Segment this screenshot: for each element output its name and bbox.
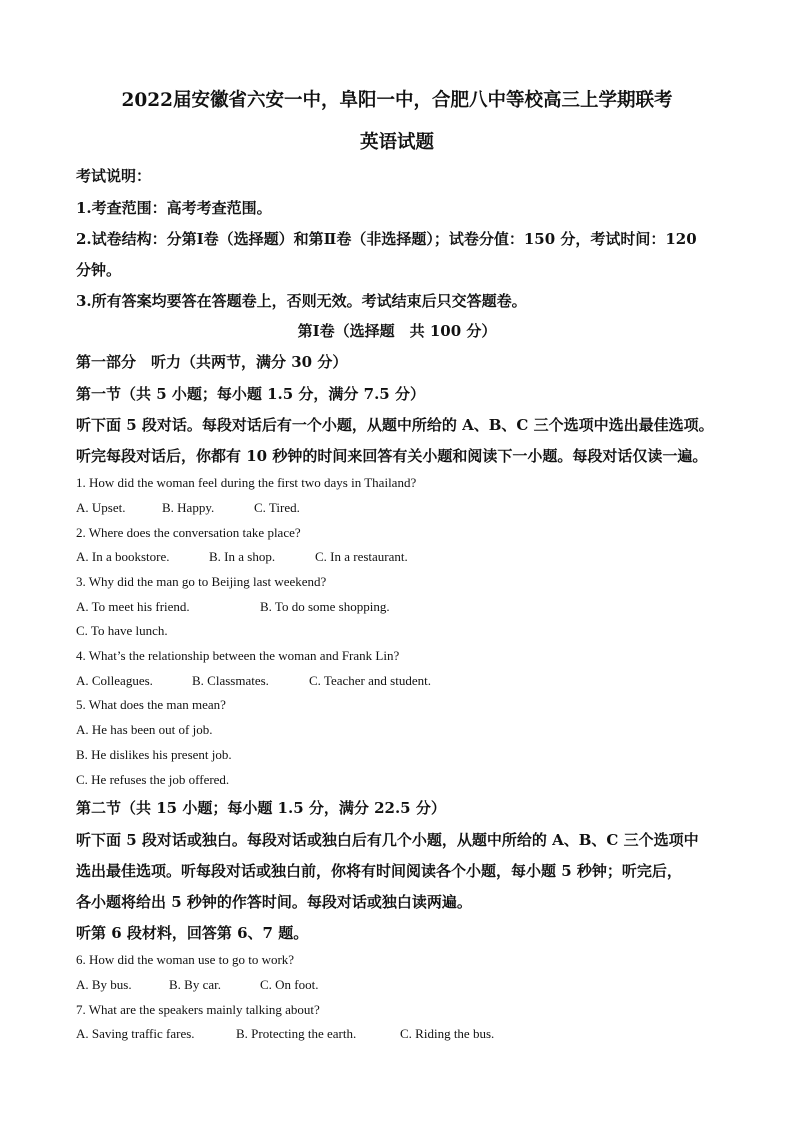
volume-1-heading: 第Ⅰ卷（选择题 共 100 分） — [297, 322, 497, 340]
exam-title: 2022届安徽省六安一中，阜阳一中，合肥八中等校高三上学期联考 — [121, 90, 673, 111]
q5-option-a: A. He has been out of job. — [76, 722, 213, 737]
section-2-directions-cont-2: 各小题将给出 5 秒钟的作答时间。每段对话或独白读两遍。 — [76, 893, 472, 911]
q2-option-a: A. In a bookstore. — [76, 549, 170, 564]
question-4: 4. What’s the relationship between the woman and Frank Lin? — [76, 648, 400, 663]
q4-option-b: B. Classmates. — [192, 673, 269, 688]
exam-subtitle: 英语试题 — [359, 132, 434, 153]
q7-option-c: C. Riding the bus. — [400, 1026, 495, 1041]
q2-option-c: C. In a restaurant. — [315, 549, 408, 564]
q3-option-c: C. To have lunch. — [76, 623, 168, 638]
question-3: 3. Why did the man go to Beijing last weekend? — [76, 574, 327, 589]
part-1-heading: 第一部分 听力（共两节，满分 30 分） — [76, 353, 348, 371]
q4-option-a: A. Colleagues. — [76, 673, 153, 688]
section-1-directions: 听下面 5 段对话。每段对话后有一个小题，从题中所给的 A、B、C 三个选项中选出最佳选项。 — [76, 416, 714, 434]
instructions-heading: 考试说明： — [76, 167, 152, 185]
section-2-heading: 第二节（共 15 小题；每小题 1.5 分，满分 22.5 分） — [76, 799, 446, 817]
section-1-directions-cont: 听完每段对话后，你都有 10 秒钟的时间来回答有关小题和阅读下一小题。每段对话仅读一遍。 — [76, 447, 708, 465]
q3-option-a: A. To meet his friend. — [76, 599, 190, 614]
question-6: 6. How did the woman use to go to work? — [76, 952, 295, 967]
instruction-item-2: 2.试卷结构：分第Ⅰ卷（选择题）和第Ⅱ卷（非选择题）；试卷分值：150 分，考试时间：120 — [76, 230, 697, 248]
material-6-heading: 听第 6 段材料，回答第 6、7 题。 — [76, 924, 309, 942]
instruction-item-3: 3.所有答案均要答在答题卷上，否则无效。考试结束后只交答题卷。 — [76, 292, 527, 310]
section-2-directions: 听下面 5 段对话或独白。每段对话或独白后有几个小题，从题中所给的 A、B、C 三个选项中 — [76, 831, 699, 849]
q7-option-a: A. Saving traffic fares. — [76, 1026, 195, 1041]
section-1-heading: 第一节（共 5 小题；每小题 1.5 分，满分 7.5 分） — [76, 385, 425, 403]
q3-option-b: B. To do some shopping. — [260, 599, 390, 614]
question-1: 1. How did the woman feel during the first two days in Thailand? — [76, 475, 417, 490]
q7-option-b: B. Protecting the earth. — [236, 1026, 357, 1041]
q1-option-b: B. Happy. — [162, 500, 215, 515]
q1-option-a: A. Upset. — [76, 500, 126, 515]
q6-option-c: C. On foot. — [260, 977, 319, 992]
q5-option-c: C. He refuses the job offered. — [76, 772, 230, 787]
question-7: 7. What are the speakers mainly talking about? — [76, 1002, 320, 1017]
question-5: 5. What does the man mean? — [76, 697, 226, 712]
q6-option-a: A. By bus. — [76, 977, 132, 992]
instruction-item-2-cont: 分钟。 — [76, 261, 122, 279]
instruction-item-1: 1.考查范围：高考考查范围。 — [76, 199, 272, 217]
q2-option-b: B. In a shop. — [209, 549, 276, 564]
q5-option-b: B. He dislikes his present job. — [76, 747, 232, 762]
q1-option-c: C. Tired. — [254, 500, 300, 515]
q6-option-b: B. By car. — [169, 977, 221, 992]
q4-option-c: C. Teacher and student. — [309, 673, 431, 688]
section-2-directions-cont-1: 选出最佳选项。听每段对话或独白前，你将有时间阅读各个小题，每小题 5 秒钟；听完后， — [76, 862, 682, 880]
question-2: 2. Where does the conversation take place? — [76, 525, 301, 540]
